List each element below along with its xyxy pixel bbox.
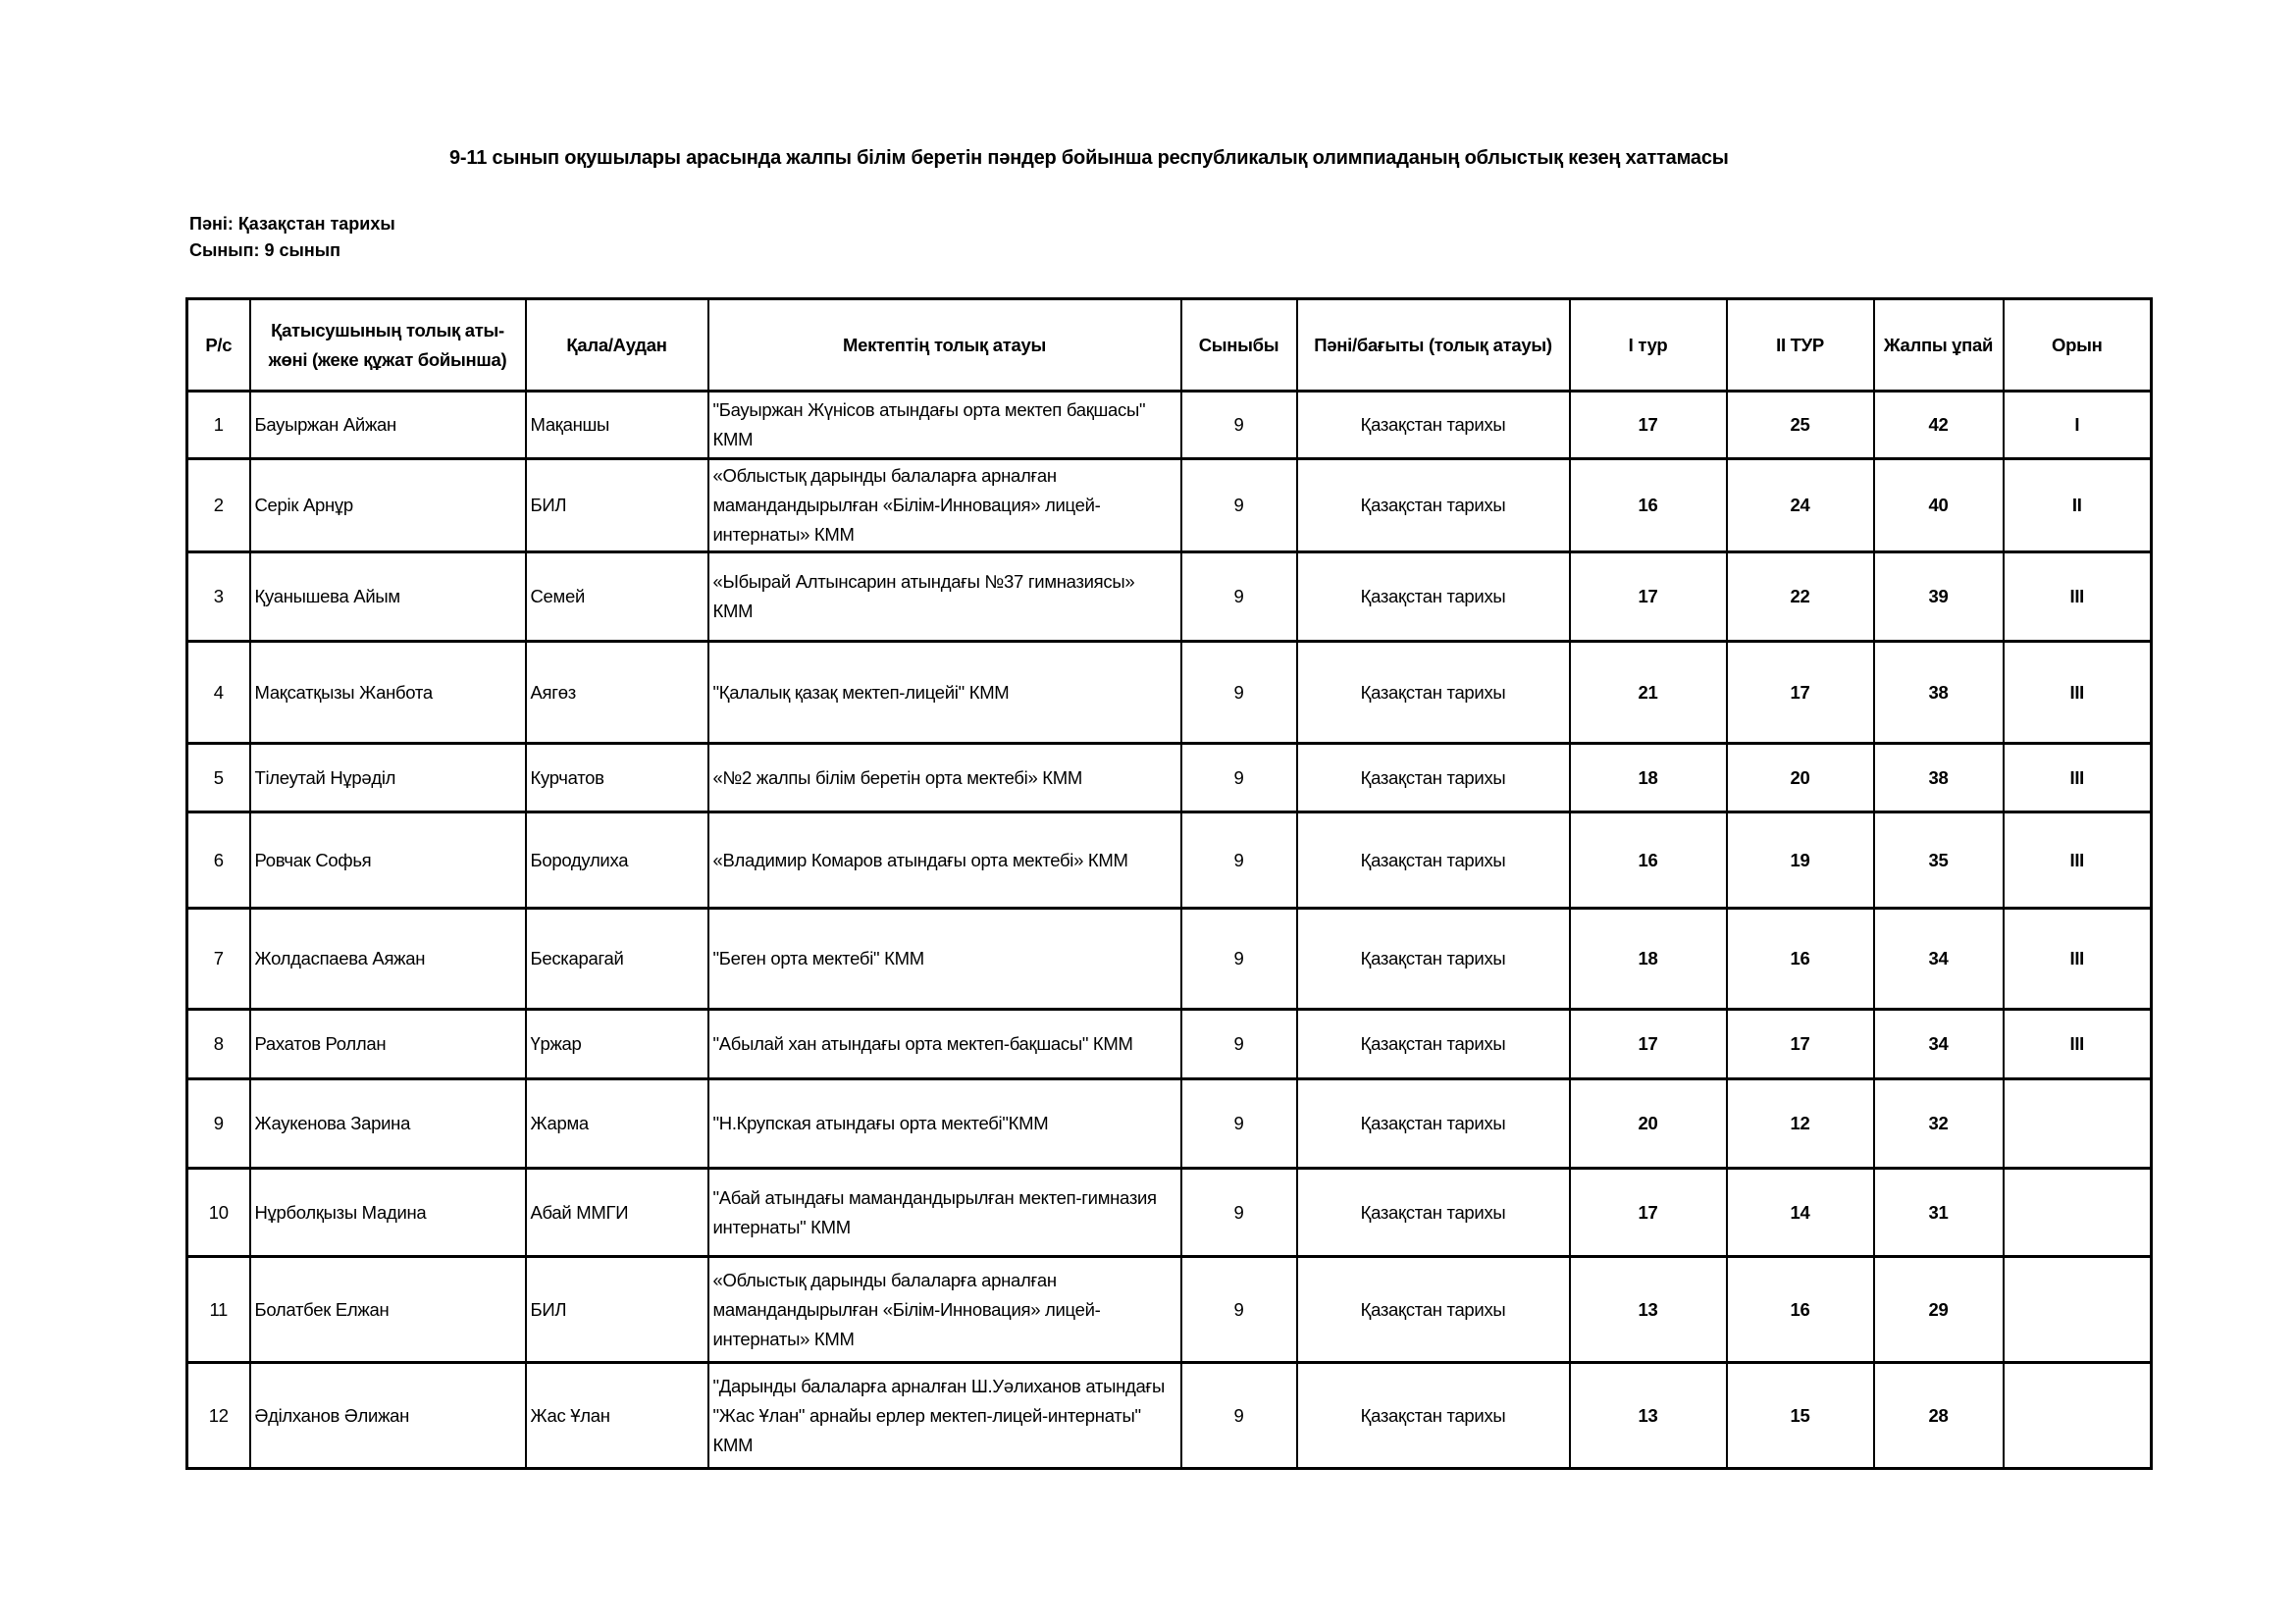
- cell-place: III: [2004, 812, 2152, 909]
- cell-total: 35: [1874, 812, 2004, 909]
- cell-grade: 9: [1181, 642, 1297, 744]
- cell-grade: 9: [1181, 744, 1297, 812]
- subject-line: Пәні: Қазақстан тарихы: [189, 214, 395, 234]
- cell-school: "Бауыржан Жүнісов атындағы орта мектеп бақшасы" КММ: [708, 392, 1181, 459]
- cell-subject: Қазақстан тарихы: [1297, 552, 1570, 642]
- cell-tour1: 13: [1570, 1257, 1727, 1363]
- cell-name: Мақсатқызы Жанбота: [250, 642, 526, 744]
- cell-school: "Дарынды балаларға арналған Ш.Уәлиханов атындағы "Жас Ұлан" арнайы ерлер мектеп-лицей-интернаты" КММ: [708, 1363, 1181, 1469]
- table-row: [187, 392, 2152, 459]
- cell-total: 39: [1874, 552, 2004, 642]
- cell-tour2: 22: [1727, 552, 1874, 642]
- table-header-row: [187, 299, 2152, 392]
- cell-name: Рахатов Роллан: [250, 1010, 526, 1079]
- header-subject: Пәні/бағыты (толық атауы): [1297, 299, 1570, 392]
- header-city: Қала/Аудан: [526, 299, 708, 392]
- cell-grade: 9: [1181, 1257, 1297, 1363]
- cell-tour2: 17: [1727, 642, 1874, 744]
- cell-school: "Абай атындағы мамандандырылған мектеп-гимназия интернаты" КММ: [708, 1169, 1181, 1257]
- cell-school: «№2 жалпы білім беретін орта мектебі» КММ: [708, 744, 1181, 812]
- header-num: Р/с: [187, 299, 250, 392]
- cell-subject: Қазақстан тарихы: [1297, 1010, 1570, 1079]
- cell-subject: Қазақстан тарихы: [1297, 744, 1570, 812]
- cell-school: "Қалалық қазақ мектеп-лицейі" КММ: [708, 642, 1181, 744]
- cell-place: III: [2004, 1010, 2152, 1079]
- cell-name: Тілеутай Нұрәділ: [250, 744, 526, 812]
- cell-tour2: 19: [1727, 812, 1874, 909]
- cell-total: 29: [1874, 1257, 2004, 1363]
- table-row: [187, 1079, 2152, 1169]
- cell-total: 34: [1874, 1010, 2004, 1079]
- cell-name: Әділханов Әлижан: [250, 1363, 526, 1469]
- cell-total: 42: [1874, 392, 2004, 459]
- cell-num: 9: [187, 1079, 250, 1169]
- cell-city: БИЛ: [526, 459, 708, 552]
- table-row: [187, 1169, 2152, 1257]
- cell-school: "Н.Крупская атындағы орта мектебі"КММ: [708, 1079, 1181, 1169]
- cell-city: Курчатов: [526, 744, 708, 812]
- cell-place: III: [2004, 552, 2152, 642]
- cell-tour2: 14: [1727, 1169, 1874, 1257]
- cell-city: Аягөз: [526, 642, 708, 744]
- header-grade: Сыныбы: [1181, 299, 1297, 392]
- cell-grade: 9: [1181, 392, 1297, 459]
- cell-place: [2004, 1079, 2152, 1169]
- cell-school: «Ыбырай Алтынсарин атындағы №37 гимназиясы» КММ: [708, 552, 1181, 642]
- cell-num: 10: [187, 1169, 250, 1257]
- cell-name: Серік Арнұр: [250, 459, 526, 552]
- cell-total: 28: [1874, 1363, 2004, 1469]
- cell-tour1: 20: [1570, 1079, 1727, 1169]
- cell-place: [2004, 1169, 2152, 1257]
- cell-num: 11: [187, 1257, 250, 1363]
- cell-city: Мақаншы: [526, 392, 708, 459]
- cell-city: Үржар: [526, 1010, 708, 1079]
- cell-school: «Владимир Комаров атындағы орта мектебі» КММ: [708, 812, 1181, 909]
- cell-num: 5: [187, 744, 250, 812]
- cell-total: 31: [1874, 1169, 2004, 1257]
- document-title: 9-11 сынып оқушылары арасында жалпы білім беретін пәндер бойынша республикалық олимпиаданың облыстық кезең хаттамасы: [449, 147, 1729, 169]
- cell-subject: Қазақстан тарихы: [1297, 459, 1570, 552]
- cell-grade: 9: [1181, 1363, 1297, 1469]
- cell-subject: Қазақстан тарихы: [1297, 1363, 1570, 1469]
- table-row: [187, 1363, 2152, 1469]
- cell-subject: Қазақстан тарихы: [1297, 392, 1570, 459]
- cell-place: I: [2004, 392, 2152, 459]
- table-row: [187, 552, 2152, 642]
- cell-city: Жас Ұлан: [526, 1363, 708, 1469]
- header-total: Жалпы ұпай: [1874, 299, 2004, 392]
- cell-city: Семей: [526, 552, 708, 642]
- cell-total: 38: [1874, 744, 2004, 812]
- cell-tour1: 18: [1570, 909, 1727, 1010]
- table-row: [187, 744, 2152, 812]
- cell-tour1: 16: [1570, 459, 1727, 552]
- cell-grade: 9: [1181, 909, 1297, 1010]
- header-name: Қатысушының толық аты-жөні (жеке құжат бойынша): [250, 299, 526, 392]
- cell-num: 1: [187, 392, 250, 459]
- cell-city: Абай ММГИ: [526, 1169, 708, 1257]
- cell-place: III: [2004, 642, 2152, 744]
- cell-grade: 9: [1181, 812, 1297, 909]
- cell-city: БИЛ: [526, 1257, 708, 1363]
- table-row: [187, 909, 2152, 1010]
- cell-grade: 9: [1181, 552, 1297, 642]
- cell-city: Бескарагай: [526, 909, 708, 1010]
- cell-school: «Облыстық дарынды балаларға арналған мамандандырылған «Білім-Инновация» лицей-интернаты» КММ: [708, 1257, 1181, 1363]
- cell-tour1: 13: [1570, 1363, 1727, 1469]
- table-row: [187, 1257, 2152, 1363]
- cell-subject: Қазақстан тарихы: [1297, 1169, 1570, 1257]
- cell-tour1: 17: [1570, 552, 1727, 642]
- header-school: Мектептің толық атауы: [708, 299, 1181, 392]
- cell-school: "Абылай хан атындағы орта мектеп-бақшасы" КММ: [708, 1010, 1181, 1079]
- cell-tour1: 16: [1570, 812, 1727, 909]
- cell-grade: 9: [1181, 1010, 1297, 1079]
- cell-tour2: 15: [1727, 1363, 1874, 1469]
- cell-tour1: 17: [1570, 1169, 1727, 1257]
- cell-total: 38: [1874, 642, 2004, 744]
- cell-city: Жарма: [526, 1079, 708, 1169]
- cell-name: Жолдаспаева Аяжан: [250, 909, 526, 1010]
- grade-line: Сынып: 9 сынып: [189, 240, 340, 260]
- cell-subject: Қазақстан тарихы: [1297, 909, 1570, 1010]
- cell-total: 40: [1874, 459, 2004, 552]
- cell-name: Бауыржан Айжан: [250, 392, 526, 459]
- cell-school: "Беген орта мектебі" КММ: [708, 909, 1181, 1010]
- cell-total: 32: [1874, 1079, 2004, 1169]
- cell-name: Қуанышева Айым: [250, 552, 526, 642]
- table-row: [187, 812, 2152, 909]
- cell-subject: Қазақстан тарихы: [1297, 1079, 1570, 1169]
- cell-place: [2004, 1257, 2152, 1363]
- cell-tour2: 16: [1727, 1257, 1874, 1363]
- cell-grade: 9: [1181, 1079, 1297, 1169]
- cell-school: «Облыстық дарынды балаларға арналған мамандандырылған «Білім-Инновация» лицей-интернаты» КММ: [708, 459, 1181, 552]
- cell-name: Болатбек Елжан: [250, 1257, 526, 1363]
- cell-num: 3: [187, 552, 250, 642]
- cell-num: 6: [187, 812, 250, 909]
- header-place: Орын: [2004, 299, 2152, 392]
- cell-place: III: [2004, 744, 2152, 812]
- cell-tour2: 20: [1727, 744, 1874, 812]
- cell-subject: Қазақстан тарихы: [1297, 642, 1570, 744]
- results-table: [185, 297, 2153, 1470]
- table-row: [187, 1010, 2152, 1079]
- cell-num: 8: [187, 1010, 250, 1079]
- cell-place: III: [2004, 909, 2152, 1010]
- cell-num: 12: [187, 1363, 250, 1469]
- cell-tour2: 25: [1727, 392, 1874, 459]
- header-tour2: II ТУР: [1727, 299, 1874, 392]
- cell-tour2: 12: [1727, 1079, 1874, 1169]
- cell-tour1: 18: [1570, 744, 1727, 812]
- cell-tour2: 16: [1727, 909, 1874, 1010]
- cell-name: Жаукенова Зарина: [250, 1079, 526, 1169]
- cell-grade: 9: [1181, 1169, 1297, 1257]
- cell-tour2: 17: [1727, 1010, 1874, 1079]
- table-row: [187, 642, 2152, 744]
- cell-num: 4: [187, 642, 250, 744]
- cell-num: 2: [187, 459, 250, 552]
- cell-name: Ровчак Софья: [250, 812, 526, 909]
- cell-num: 7: [187, 909, 250, 1010]
- cell-subject: Қазақстан тарихы: [1297, 812, 1570, 909]
- cell-tour1: 17: [1570, 1010, 1727, 1079]
- table-row: [187, 459, 2152, 552]
- cell-name: Нұрболқызы Мадина: [250, 1169, 526, 1257]
- cell-grade: 9: [1181, 459, 1297, 552]
- cell-subject: Қазақстан тарихы: [1297, 1257, 1570, 1363]
- cell-city: Бородулиха: [526, 812, 708, 909]
- cell-place: [2004, 1363, 2152, 1469]
- cell-tour1: 17: [1570, 392, 1727, 459]
- cell-total: 34: [1874, 909, 2004, 1010]
- cell-place: II: [2004, 459, 2152, 552]
- cell-tour1: 21: [1570, 642, 1727, 744]
- header-tour1: I тур: [1570, 299, 1727, 392]
- cell-tour2: 24: [1727, 459, 1874, 552]
